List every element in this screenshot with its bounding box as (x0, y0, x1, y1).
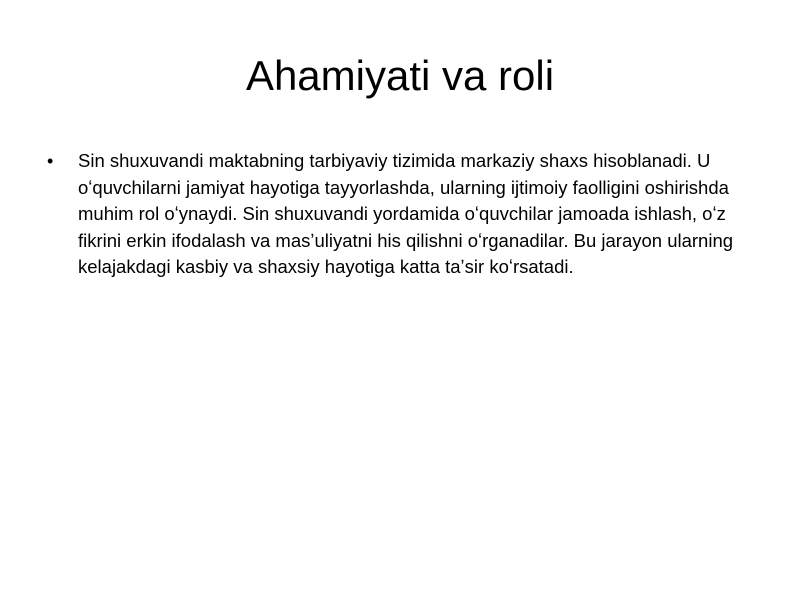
bullet-text: Sin shuxuvandi maktabning tarbiyaviy tizimida markaziy shaxs hisoblanadi. U oʻquvchilarni jamiyat hayotiga tayyorlashda, ularning ijtimoiy faolligini oshirishda muhim rol oʻynaydi. Sin shuxuvandi yordamida oʻquvchilar jamoada ishlash, oʻz fikrini erkin ifodalash va masʼuliyatni his qilishni oʻrganadilar. Bu jarayon ularning kelajakdagi kasbiy va shaxsiy hayotiga katta taʼsir koʻrsatadi. (78, 150, 734, 277)
slide-title: Ahamiyati va roli (245, 52, 555, 99)
bullet-marker: • (47, 151, 54, 171)
bullet-item (40, 148, 760, 281)
bullet-list (40, 148, 760, 281)
